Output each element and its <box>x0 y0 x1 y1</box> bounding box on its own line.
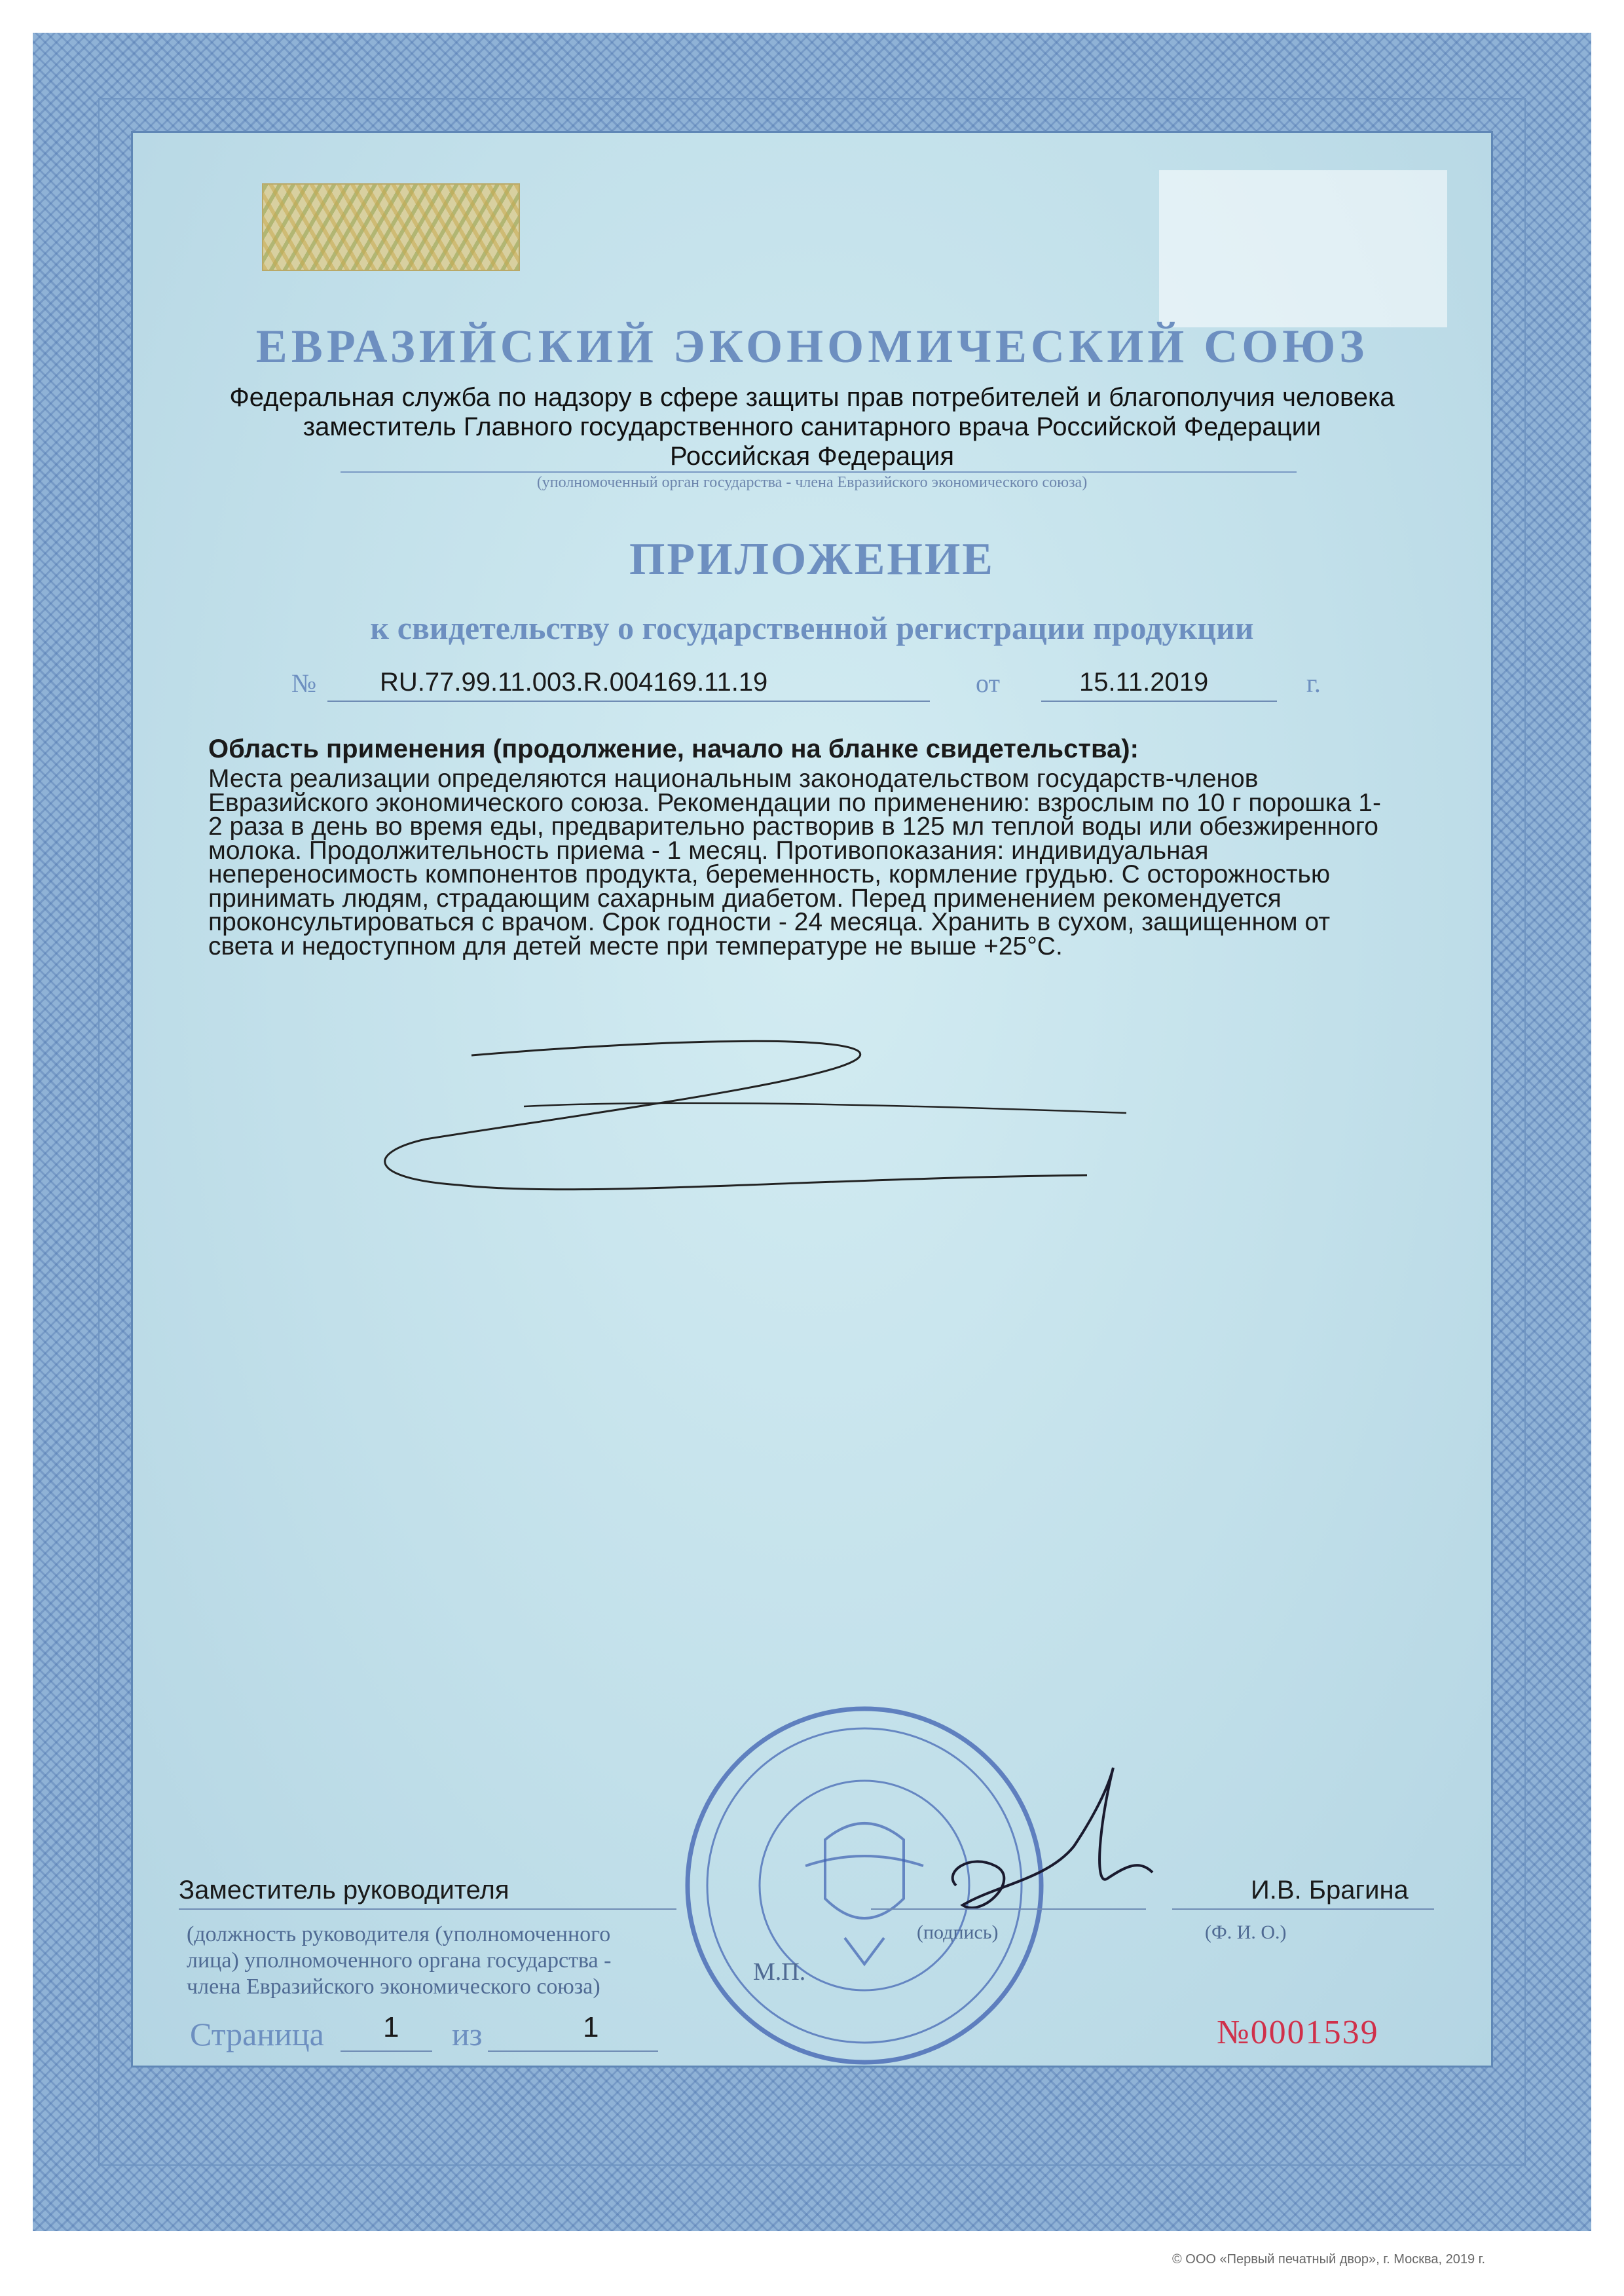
page-title: ПРИЛОЖЕНИЕ <box>629 534 995 585</box>
page-total-rule <box>488 2050 658 2052</box>
fio-rule <box>1172 1908 1434 1910</box>
page-label: Страница <box>190 2016 324 2052</box>
position-caption: (должность руководителя (уполномоченного лица) уполномоченного органа государства - члена Евразийского экономического союза) <box>187 1922 612 1999</box>
signature-rule <box>871 1908 1146 1910</box>
number-label: № <box>291 668 317 698</box>
page-current: 1 <box>383 2011 399 2043</box>
signatory-name: И.В. Брагина <box>1251 1876 1409 1904</box>
union-title: ЕВРАЗИЙСКИЙ ЭКОНОМИЧЕСКИЙ СОЮЗ <box>255 320 1369 373</box>
agency-caption: (уполномоченный орган государства - члена Евразийского экономического союза) <box>536 474 1088 491</box>
agency-line-1: Федеральная служба по надзору в сфере защиты прав потребителей и благополучия человека <box>229 383 1395 412</box>
page-subtitle: к свидетельству о государственной регистрации продукции <box>370 610 1254 646</box>
date-prefix: от <box>976 668 1000 698</box>
signature-scribble-large <box>385 1041 1087 1189</box>
signature-stroke-upper <box>524 1103 1126 1113</box>
page-total: 1 <box>583 2011 599 2043</box>
scope-text: Места реализации определяются национальным законодательством государств-членов Евразийского экономического союза. Рекомендации по применению: взрослым по 10 г порошка 1- 2 раза в день во время еды, предварительно растворив в 125 мл теплой воды или обезжиренного молока. Продолжительность приема - 1 месяц. Противопоказания: индивидуальная непереносимость компонентов продукта, беременность, кормление грудью. С осторожностью принимать людям, страдающим сахарным диабетом. Перед применением рекомендуется проконсультироваться с врачом. Срок годности - 24 месяца. Хранить в сухом, защищенном от света и недоступном для детей месте при температуре не выше +25°С. <box>208 765 1381 960</box>
fio-caption: (Ф. И. О.) <box>1205 1922 1287 1943</box>
printer-note: © ООО «Первый печатный двор», г. Москва, 2019 г. <box>1172 2252 1486 2267</box>
position-rule <box>179 1908 676 1910</box>
round-stamp <box>688 1709 1041 2062</box>
agency-line-2: заместитель Главного государственного санитарного врача Российской Федерации <box>303 412 1321 441</box>
certificate-number: RU.77.99.11.003.R.004169.11.19 <box>380 668 768 697</box>
agency-line-3: Российская Федерация <box>669 442 955 471</box>
certificate-date: 15.11.2019 <box>1079 668 1209 697</box>
page-current-rule <box>341 2050 432 2052</box>
signature-scribble-small <box>953 1768 1153 1908</box>
signature-caption: (подпись) <box>917 1922 999 1943</box>
signatory-position: Заместитель руководителя <box>179 1876 509 1904</box>
scope-heading: Область применения (продолжение, начало на бланке свидетельства): <box>208 735 1139 763</box>
stamp-mark: М.П. <box>753 1958 806 1986</box>
date-suffix: г. <box>1306 668 1321 698</box>
serial-number: №0001539 <box>1217 2014 1379 2051</box>
page-of-label: из <box>452 2016 483 2052</box>
